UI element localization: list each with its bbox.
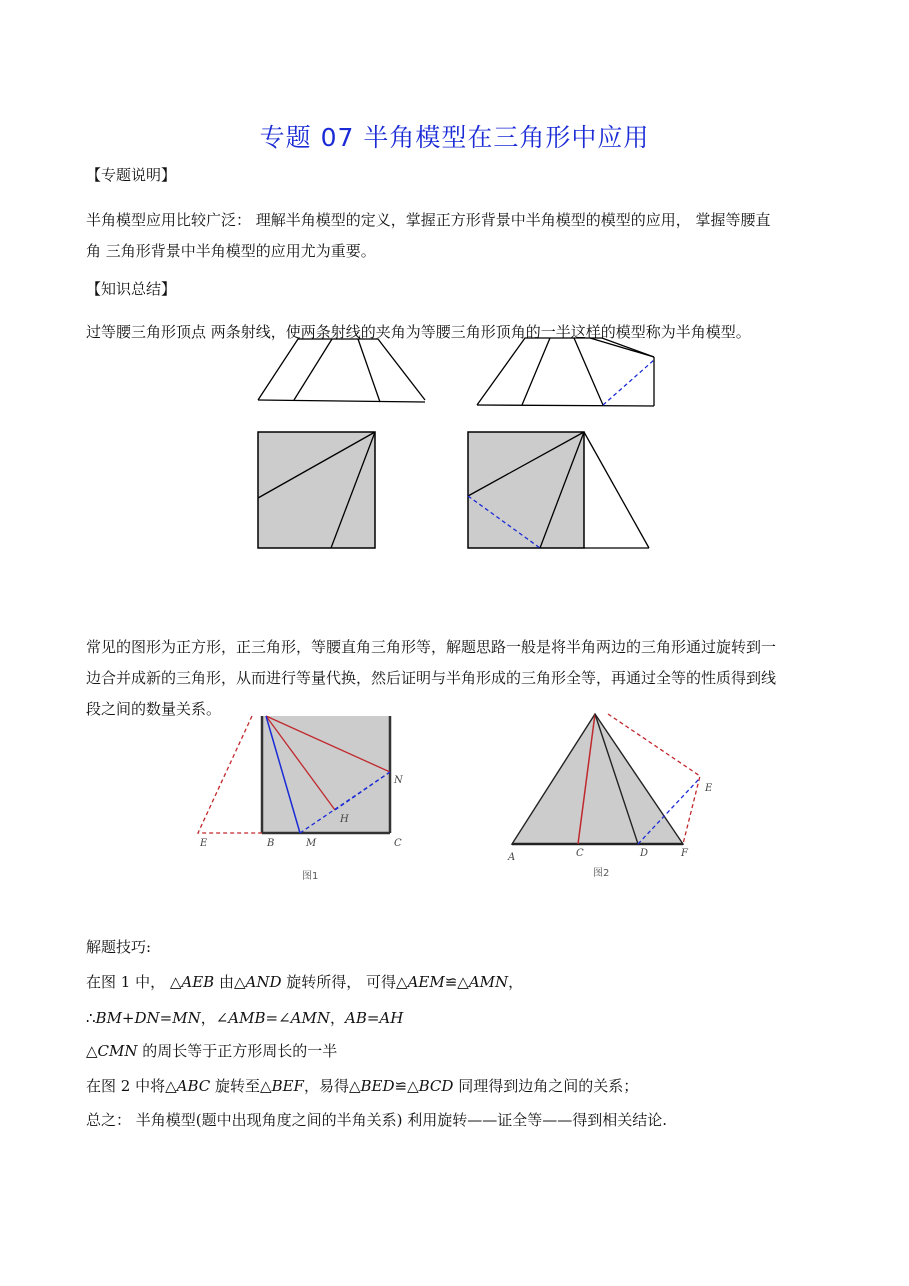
label-M: M [306,838,317,849]
label-D: D [640,848,649,859]
tips-heading: 解题技巧: [86,938,152,956]
label-B: B [267,838,275,849]
paragraph-line-2: 边合并成新的三角形，从而进行等量代换，然后证明与半角形成的三角形全等，再通过全等的性质得到线 [86,669,777,687]
label-C: C [394,838,402,849]
section-heading-summary: 【知识总结】 [86,280,177,298]
label-E: E [200,838,208,849]
diagram-square-rotated [464,428,654,552]
label-E: E [705,783,713,794]
summary-line: 总之： 半角模型(题中出现角度之间的半角关系) 利用旋转——证全等——得到相关结论. [86,1111,668,1129]
figure-2-triangle [500,712,725,887]
paragraph-line-1: 常见的图形为正方形，正三角形，等腰直角三角形等，解题思路一般是将半角两边的三角形通过旋转到一 [86,638,777,656]
diagram-square-half-angle [255,428,380,552]
tip-line-4: 在图 2 中将△ABC 旋转至△BEF，易得△BED≌△BCD 同理得到边角之间的关系； [86,1077,639,1095]
diagram-triangle-half-angle [250,332,430,404]
label-F: F [681,848,688,859]
label-N: N [394,775,403,786]
tip-line-1: 在图 1 中， △AEB 由△AND 旋转所得， 可得△AEM≌△AMN， [86,973,524,991]
tip-line-3: △CMN 的周长等于正方形周长的一半 [86,1042,338,1060]
figure-2-caption: 图2 [593,868,610,879]
figure-1-caption: 图1 [302,871,319,882]
label-H: H [340,814,349,825]
label-A: A [508,852,516,863]
tip-line-2: ∴BM+DN=MN，∠AMB=∠AMN，AB=AH [86,1009,404,1027]
figure-1-square [190,712,420,887]
definition-text: 过等腰三角形顶点 两条射线，使两条射线的夹角为等腰三角形顶角的一半这样的模型称为半角模型。 [86,323,751,341]
label-C: C [576,848,584,859]
intro-line-1: 半角模型应用比较广泛： 理解半角模型的定义，掌握正方形背景中半角模型的模型的应用， 掌握等腰直 [86,211,771,229]
page-title: 专题 07 半角模型在三角形中应用 [259,123,650,152]
intro-line-2: 角 三角形背景中半角模型的应用尤为重要。 [86,242,376,260]
diagram-triangle-rotated [470,330,660,410]
section-heading-explanation: 【专题说明】 [86,166,177,184]
paragraph-line-3: 段之间的数量关系。 [86,700,222,718]
